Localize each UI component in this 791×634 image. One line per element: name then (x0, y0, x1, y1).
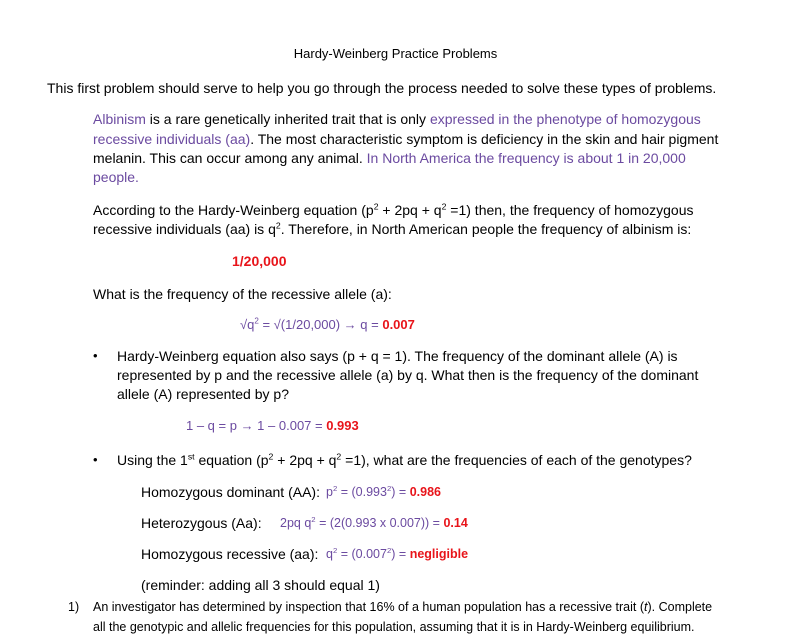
answer-albinism-frequency: 1/20,000 (232, 253, 287, 269)
para1-line1: Albinism is a rare genetically inherited trait that is only expressed in the phenotype of homozygous (93, 111, 701, 127)
genotype-label-Aa: Heterozygous (Aa): (141, 515, 262, 531)
genotype-label-aa: Homozygous recessive (aa): (141, 546, 319, 562)
bullet1-line3: allele (A) represented by p? (117, 386, 289, 402)
answer-Aa: 0.14 (443, 516, 468, 530)
genotype-label-AA: Homozygous dominant (AA): (141, 484, 320, 500)
bullet-marker: • (93, 452, 98, 467)
bullet1-line1: Hardy-Weinberg equation also says (p + q = 1). The frequency of the dominant allele (A) is (117, 348, 678, 364)
para2-line2: recessive individuals (aa) is $q^2$. Therefore, in North American people the frequency of albinism is: (93, 220, 692, 237)
page-title: Hardy-Weinberg Practice Problems (293, 46, 498, 61)
answer-AA: 0.986 (409, 485, 441, 499)
answer-p: 0.993 (326, 418, 359, 433)
intro-text: This first problem should serve to help you go through the process needed to solve these types of problems. (47, 80, 717, 96)
genotype-equation-Aa: 2pq $q^2 = (2(0.993$ x 0.007)) = 0.14 (280, 514, 468, 530)
para1-line3: melanin. This can occur among any animal. In North America the frequency is about 1 in 20,000 (93, 150, 686, 166)
bullet1-line2: represented by p and the recessive allele (a) by q. What then is the frequency of the dominant (117, 367, 699, 383)
bullet-marker: • (93, 348, 98, 363)
para2-line1: According to the Hardy-Weinberg equation $(p^2 + 2pq + q^2 =1)$ then, the frequency of homozygous (93, 201, 694, 218)
para1-line4: people. (93, 169, 139, 185)
problem-number: 1) (68, 600, 80, 614)
question-recessive-allele: What is the frequency of the recessive allele (a): (93, 286, 392, 302)
genotype-equation-AA: $p^2 = (0.993^2) = 0.986$ (326, 483, 441, 499)
answer-q: 0.007 (382, 317, 415, 332)
para1-line2: recessive individuals (aa). The most characteristic symptom is deficiency in the skin and hair pigment (93, 131, 719, 147)
albinism-term: Albinism (93, 111, 146, 127)
reminder-text: (reminder: adding all 3 should equal 1) (141, 577, 380, 593)
calc-dominant-allele: 1 – q = p → 1 – 0.007 = 0.993 (186, 418, 359, 433)
problem1-line1: An investigator has determined by inspection that 16% of a human population has a recessive trait (t). Complete (93, 600, 713, 614)
calc-recessive-allele: $√q^2 = √(1/20,000) \to q = 0.007$ (240, 316, 415, 332)
problem1-line2: all the genotypic and allelic frequencies for this population, assuming that it is in Hardy-Weinberg equilibrium. (93, 620, 695, 634)
genotype-equation-aa: $q^2 = (0.007^2)$ = negligible (326, 545, 469, 561)
bullet2-line: Using the 1st equation $(p^2 + 2pq + q^2 =1)$, what are the frequencies of each of the genotypes? (117, 451, 692, 468)
answer-aa: negligible (409, 547, 469, 561)
